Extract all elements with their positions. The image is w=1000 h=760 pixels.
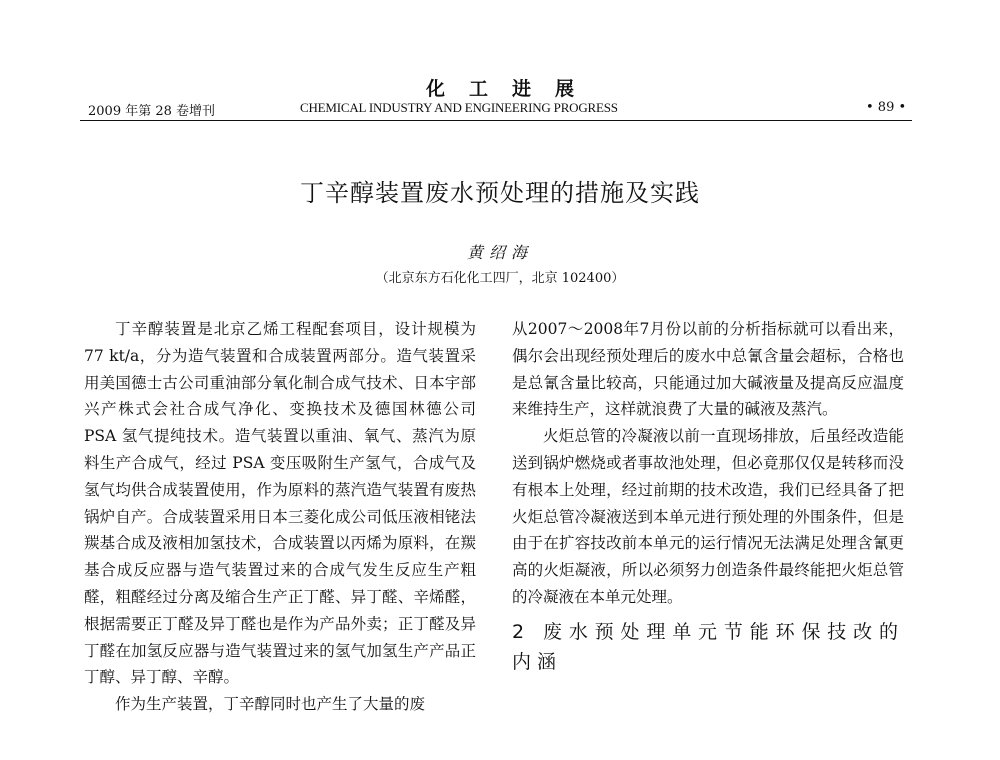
author: 黄绍海 bbox=[466, 243, 533, 262]
body-paragraph: 作为生产装置，丁辛醇同时也产生了大量的废 bbox=[115, 695, 426, 714]
header-rule bbox=[80, 120, 912, 121]
page-number: • 89 • bbox=[866, 100, 907, 115]
body-paragraph: 丁辛醇装置是北京乙烯工程配套项目，设计规模为 77 kt/a，分为造气装置和合成装置两部分。造气装置采用美国德士古公司重油部分氧化制合成气技术、日本宇部兴产株式会社合成气净化、变换技术及德国林德公司 PSA 氢气提纯技术。造气装置以重油、氧气、蒸汽为原料生产合成气，经过 PSA 变压吸附生产氢气，合成气及氢气均供合成装置使用，作为原料的蒸汽造气装置有废热锅炉自产。合成装置采用日本三菱化成公司低压液相铑法羰基合成及液相加氢技术，合成装置以丙烯为原料，在羰基合成反应器与造气装置过来的合成气发生反应生产粗醛，粗醛经过分离及缩合生产正丁醛、异丁醛、辛烯醛，根据需要正丁醛及异丁醛也是作为产品外卖；正丁醛及异丁醛在加氢反应器与造气装置过来的氢气加氢生产产品正丁醇、异丁醇、辛醇。 bbox=[84, 320, 476, 687]
body-paragraph: 火炬总管的冷凝液以前一直现场排放，后虽经改造能送到锅炉燃烧或者事故池处理，但必竟那仅仅是转移而没有根本上处理，经过前期的技术改造，我们已经具备了把火炬总管冷凝液送到本单元进行预处理的外围条件，但是由于在扩容技改前本单元的运行情况无法满足处理含氰更高的火炬凝液，所以必须努力创造条件最终能把火炬总管的冷凝液在本单元处理。 bbox=[512, 427, 904, 606]
right-column bbox=[512, 316, 904, 677]
section-heading: 2 废水预处理单元节能环保技改的内涵 bbox=[512, 620, 904, 673]
article-title: 丁辛醇装置废水预处理的措施及实践 bbox=[300, 179, 700, 207]
journal-title-cn: 化工进展 bbox=[425, 78, 598, 100]
left-column bbox=[84, 316, 476, 718]
body-paragraph: 从2007～2008年7月份以前的分析指标就可以看出来，偶尔会出现经预处理后的废水中总氰含量会超标，合格也是总氰含量比较高，只能通过加大碱液量及提高反应温度来维持生产，这样就浪费了大量的碱液及蒸汽。 bbox=[512, 320, 904, 419]
journal-title-en: CHEMICAL INDUSTRY AND ENGINEERING PROGRESS bbox=[300, 100, 618, 115]
issue-info: 2009 年第 28 卷增刊 bbox=[88, 104, 216, 119]
affiliation: （北京东方石化化工四厂，北京 102400） bbox=[375, 271, 625, 286]
